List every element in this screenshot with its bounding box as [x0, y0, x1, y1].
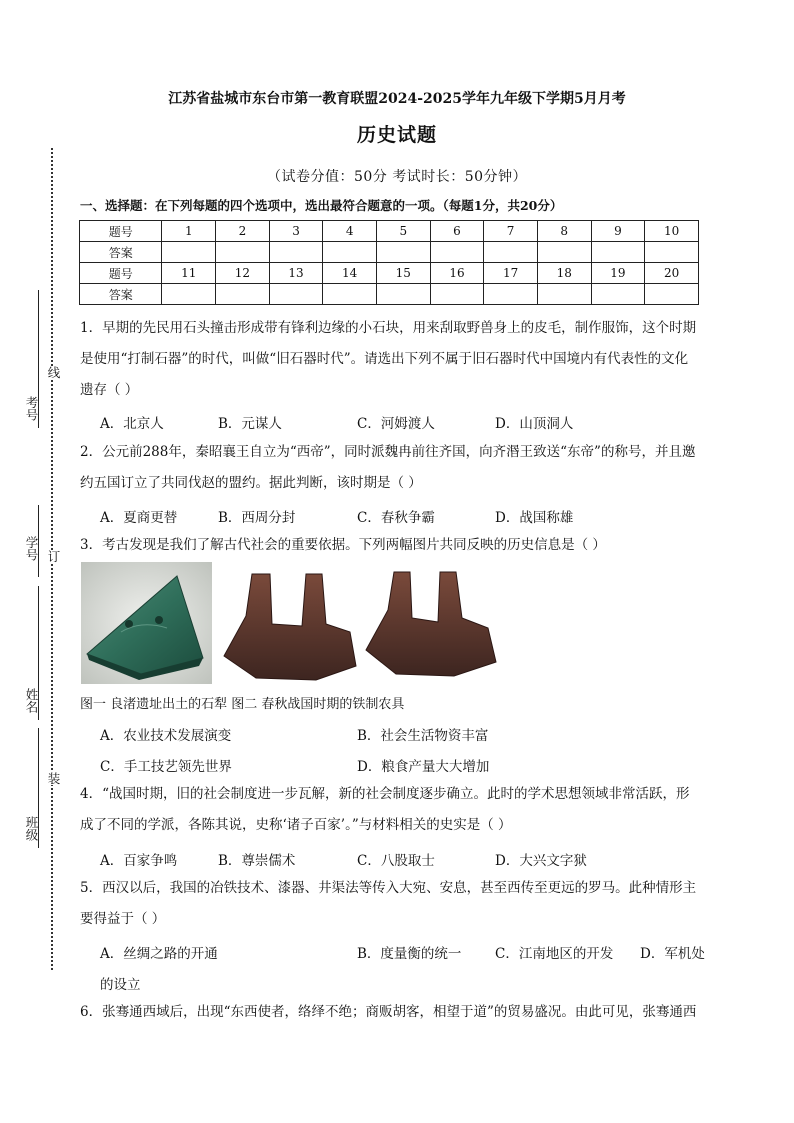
table-cell: 13	[269, 263, 323, 284]
question-3	[80, 530, 714, 561]
mark-xian: 线	[46, 366, 61, 379]
option-b[interactable]: B．社会生活物资丰富	[357, 728, 489, 744]
answer-cell[interactable]	[645, 284, 699, 305]
table-row	[80, 263, 699, 284]
question-text: 2．公元前288年，秦昭襄王自立为“西帝”，同时派魏冉前往齐国，向齐湣王致送“东帝”的称号，并且邀	[80, 444, 696, 460]
question-text: 成了不同的学派，各陈其说，史称‘诸子百家’。”与材料相关的史实是（ ）	[80, 817, 512, 833]
question-text: 1．早期的先民用石头撞击形成带有锋利边缘的小石块，用来刮取野兽身上的皮毛，制作服饰，这个时期	[80, 320, 697, 336]
table-cell: 答案	[80, 242, 162, 263]
table-cell: 11	[162, 263, 216, 284]
option-b[interactable]: B．元谋人	[218, 416, 282, 432]
question-1	[80, 313, 714, 406]
question-4	[80, 779, 714, 841]
option-a[interactable]: A．夏商更替	[100, 510, 178, 526]
table-cell: 1	[162, 221, 216, 242]
table-cell: 4	[323, 221, 377, 242]
option-a[interactable]: A．丝绸之路的开通	[100, 946, 218, 962]
table-cell: 12	[216, 263, 270, 284]
xingming-field-line[interactable]	[38, 586, 39, 720]
mark-ding: 订	[46, 550, 61, 563]
table-cell: 8	[537, 221, 591, 242]
label-banji: 班级	[24, 816, 39, 841]
table-cell: 17	[484, 263, 538, 284]
answer-cell[interactable]	[591, 284, 645, 305]
question-text: 是使用“打制石器”的时代，叫做“旧石器时代”。请选出下列不属于旧石器时代中国境内有代表性的文化	[80, 351, 689, 367]
option-a[interactable]: A．百家争鸣	[100, 853, 178, 869]
table-row	[80, 284, 699, 305]
option-a[interactable]: A．北京人	[100, 416, 164, 432]
exam-title: 江苏省盐城市东台市第一教育联盟2024-2025学年九年级下学期5月月考	[168, 91, 626, 107]
answer-cell[interactable]	[484, 284, 538, 305]
option-d[interactable]: D．战国称雄	[495, 510, 574, 526]
question-text: 4．“战国时期，旧的社会制度进一步瓦解，新的社会制度逐步确立。此时的学术思想领域非常活跃，形	[80, 786, 690, 802]
kaohao-field-line[interactable]	[38, 290, 39, 428]
answer-cell[interactable]	[269, 242, 323, 263]
answer-cell[interactable]	[323, 242, 377, 263]
table-cell: 5	[377, 221, 431, 242]
table-cell: 6	[430, 221, 484, 242]
subject-title: 历史试题	[356, 124, 437, 146]
question-text: 遗存（ ）	[80, 382, 139, 398]
banji-field-line[interactable]	[38, 728, 39, 848]
answer-cell[interactable]	[162, 242, 216, 263]
option-c[interactable]: C．手工技艺领先世界	[100, 759, 232, 775]
table-cell: 答案	[80, 284, 162, 305]
answer-table	[79, 220, 699, 305]
label-xuehao: 学号	[24, 536, 39, 561]
table-cell: 题号	[80, 221, 162, 242]
option-c[interactable]: C．江南地区的开发	[495, 946, 614, 962]
option-d[interactable]: D．山顶洞人	[495, 416, 574, 432]
table-cell: 19	[591, 263, 645, 284]
table-row	[80, 221, 699, 242]
table-cell: 2	[216, 221, 270, 242]
question-6	[80, 997, 714, 1028]
question-5	[80, 873, 714, 935]
answer-cell[interactable]	[377, 284, 431, 305]
table-cell: 18	[537, 263, 591, 284]
table-cell: 题号	[80, 263, 162, 284]
answer-cell[interactable]	[645, 242, 699, 263]
table-cell: 16	[430, 263, 484, 284]
question-text: 5．西汉以后，我国的冶铁技术、漆器、井渠法等传入大宛、安息，甚至西传至更远的罗马。此种情形主	[80, 880, 697, 896]
exam-meta: （试卷分值：50分 考试时长：50分钟）	[266, 169, 528, 185]
answer-cell[interactable]	[216, 284, 270, 305]
section-heading: 一、选择题：在下列每题的四个选项中，选出最符合题意的一项。（每题1分，共20分）	[80, 198, 563, 213]
question-text: 6．张骞通西域后，出现“东西使者，络绎不绝；商贩胡客，相望于道”的贸易盛况。由此可见，张骞通西	[80, 1004, 697, 1020]
answer-cell[interactable]	[162, 284, 216, 305]
table-cell: 7	[484, 221, 538, 242]
option-c[interactable]: C．八股取士	[357, 853, 435, 869]
answer-cell[interactable]	[269, 284, 323, 305]
label-xingming: 姓名	[24, 688, 39, 713]
table-cell: 3	[269, 221, 323, 242]
mark-zhuang: 装	[46, 772, 61, 785]
figure1-stone-plough	[81, 562, 212, 684]
label-kaohao: 考号	[24, 396, 39, 421]
answer-cell[interactable]	[537, 284, 591, 305]
option-c[interactable]: C．河姆渡人	[357, 416, 435, 432]
table-cell: 9	[591, 221, 645, 242]
table-cell: 10	[645, 221, 699, 242]
answer-cell[interactable]	[323, 284, 377, 305]
table-cell: 14	[323, 263, 377, 284]
option-b[interactable]: B．尊崇儒术	[218, 853, 296, 869]
q5-option-d-continued: 的设立	[100, 977, 141, 993]
xuehao-field-line[interactable]	[38, 505, 39, 577]
table-cell: 15	[377, 263, 431, 284]
question-text: 3．考古发现是我们了解古代社会的重要依据。下列两幅图片共同反映的历史信息是（ ）	[80, 537, 606, 553]
option-b[interactable]: B．西周分封	[218, 510, 296, 526]
figure-caption: 图一 良渚遗址出土的石犁 图二 春秋战国时期的铁制农具	[80, 697, 405, 712]
option-b[interactable]: B．度量衡的统一	[357, 946, 462, 962]
question-text: 要得益于（ ）	[80, 911, 166, 927]
option-d[interactable]: D．军机处	[640, 946, 705, 962]
question-text: 约五国订立了共同伐赵的盟约。据此判断，该时期是（ ）	[80, 475, 422, 491]
answer-cell[interactable]	[430, 242, 484, 263]
answer-cell[interactable]	[537, 242, 591, 263]
option-a[interactable]: A．农业技术发展演变	[100, 728, 232, 744]
answer-cell[interactable]	[484, 242, 538, 263]
figure2-iron-tools	[216, 566, 506, 684]
option-d[interactable]: D．大兴文字狱	[495, 853, 587, 869]
option-c[interactable]: C．春秋争霸	[357, 510, 435, 526]
answer-cell[interactable]	[377, 242, 431, 263]
answer-cell[interactable]	[216, 242, 270, 263]
answer-cell[interactable]	[430, 284, 484, 305]
question-2	[80, 437, 714, 499]
answer-cell[interactable]	[591, 242, 645, 263]
table-row	[80, 242, 699, 263]
option-d[interactable]: D．粮食产量大大增加	[357, 759, 490, 775]
table-cell: 20	[645, 263, 699, 284]
